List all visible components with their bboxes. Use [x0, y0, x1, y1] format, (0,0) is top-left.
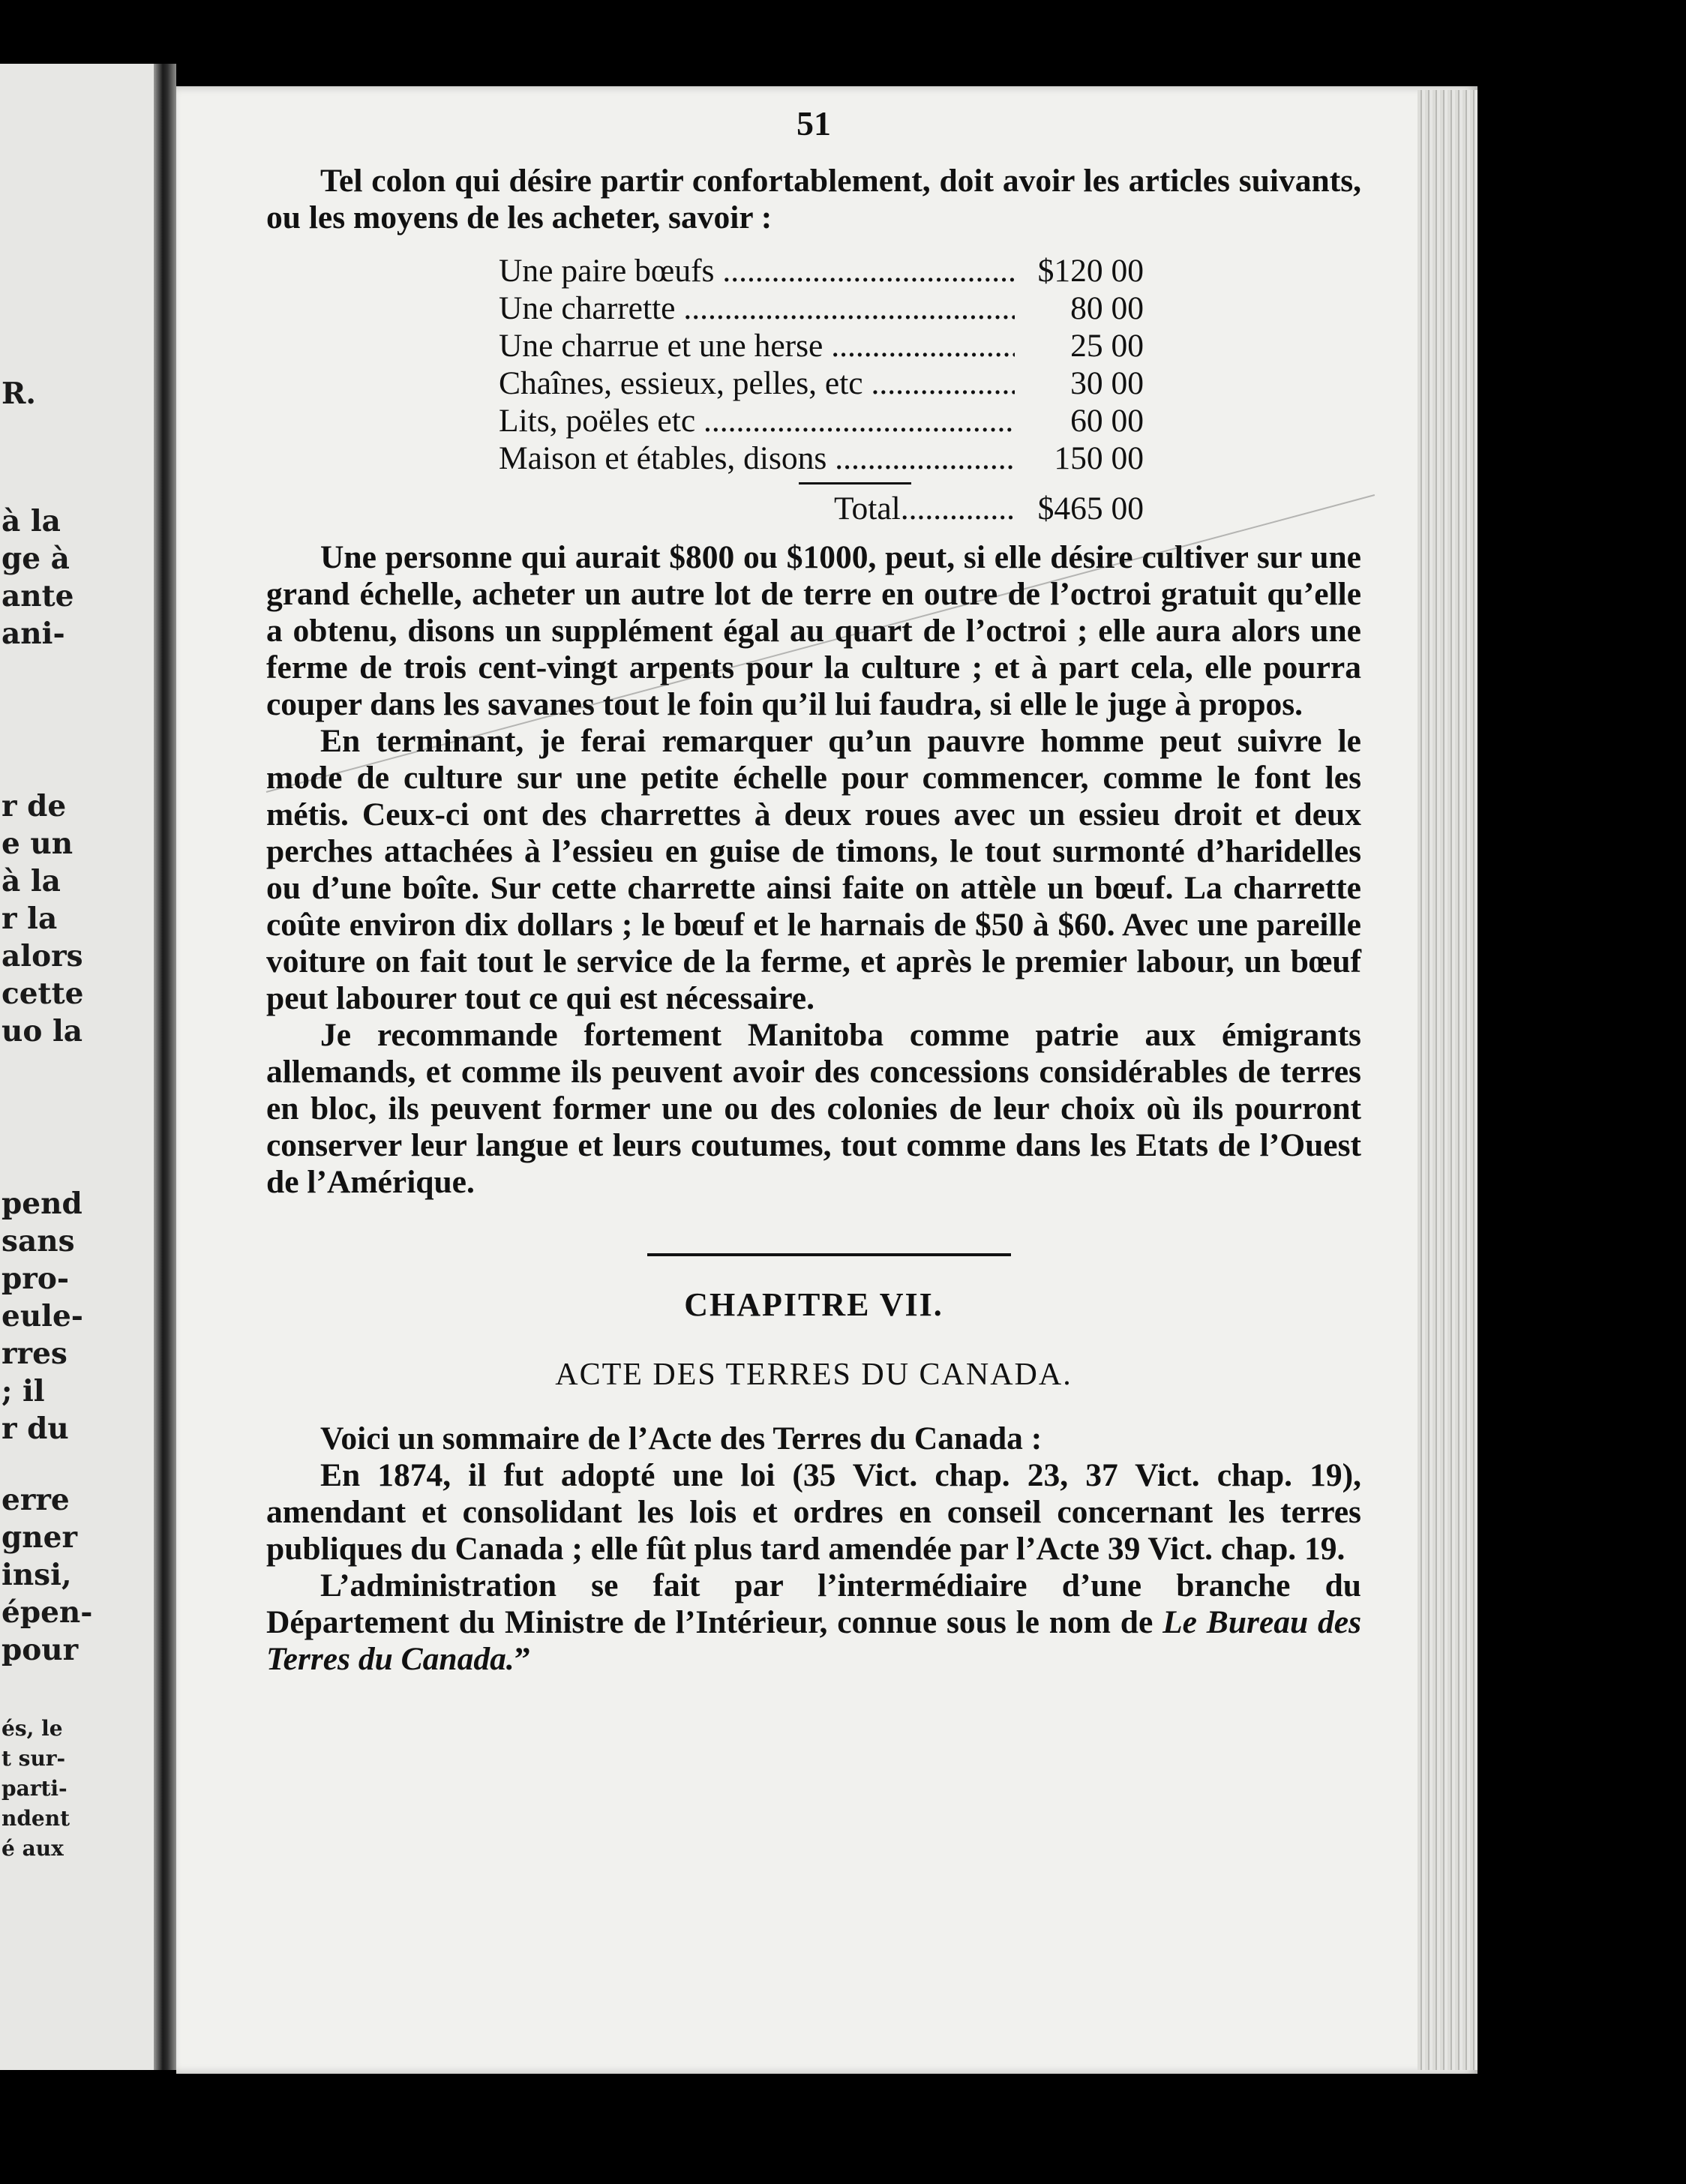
left-fragment: ante	[2, 579, 74, 614]
cost-item-label: Une charrue et une herse .....	[499, 328, 1015, 364]
cost-item	[499, 290, 1144, 328]
left-fragment: à la	[2, 864, 61, 898]
cost-item-label: Une paire bœufs .....	[499, 253, 1015, 290]
cost-item-amount: 60 00	[1070, 403, 1144, 439]
body-paragraph: En terminant, je ferai remarquer qu’un pauvre homme peut suivre le mode de culture sur une petite échelle pour commencer, comme le font les métis. Ceux-ci ont des charrettes à deux roues avec un essieu droit et deux perches attachées à l’essieu en guise de timons, le tout surmonté d’haridelles ou d’une boîte. Sur cette charrette ainsi faite on attèle un bœuf. La charrette coûte environ dix dollars ; le bœuf et le harnais de $50 à $60. Avec une pareille voiture on fait tout le service de la ferme, et après le premier labour, un bœuf peut labourer tout ce qui est nécessaire.	[266, 723, 1361, 1016]
cost-item	[499, 403, 1144, 440]
left-fragment: é aux	[2, 1836, 64, 1861]
left-fragment: és, le	[2, 1716, 63, 1741]
cost-item	[499, 253, 1144, 290]
total-row	[499, 490, 1144, 532]
cost-item-label: Maison et étables, disons .....	[499, 440, 1015, 477]
cost-item-amount: 25 00	[1070, 328, 1144, 364]
cost-item-label: Chaînes, essieux, pelles, etc .....	[499, 365, 1015, 402]
left-fragment: e un	[2, 826, 74, 861]
left-fragment: ; il	[2, 1374, 45, 1408]
cost-item	[499, 328, 1144, 365]
left-fragment: ge à	[2, 542, 70, 576]
chapter-paragraph-last	[266, 1568, 1361, 1678]
left-page-fragment	[0, 64, 154, 2070]
left-fragment: épen-	[2, 1595, 93, 1630]
left-fragment: t sur-	[2, 1746, 66, 1771]
last-paragraph-text: L’administration se fait par l’intermédiaire d’une branche du Département du Ministre de l’Intérieur, connue sous le nom de	[266, 1568, 1361, 1640]
page-number: 51	[796, 104, 831, 142]
chapter-title: ACTE DES TERRES DU CANADA.	[555, 1358, 1072, 1392]
left-fragment: alors	[2, 939, 83, 974]
left-fragment: R.	[2, 376, 36, 411]
intro-paragraph: Tel colon qui désire partir confortablement, doit avoir les articles suivants, ou les moyens de les acheter, savoir :	[266, 163, 1361, 236]
chapter-paragraph: Voici un sommaire de l’Acte des Terres du Canada :	[320, 1420, 1042, 1456]
left-fragment: r du	[2, 1412, 69, 1446]
section-divider	[647, 1253, 1011, 1256]
left-fragment: erre	[2, 1483, 70, 1517]
cost-list	[499, 253, 1144, 478]
left-fragment: ani-	[2, 616, 65, 651]
page-edges	[1418, 90, 1478, 2070]
total-rule	[799, 482, 911, 484]
left-fragment: pend	[2, 1186, 82, 1221]
office-name: Le Bureau des Terres du Canada.	[266, 1604, 1361, 1677]
chapter-heading: CHAPITRE VII.	[684, 1286, 944, 1323]
total-label-wrap	[499, 490, 1015, 527]
cost-item	[499, 440, 1144, 478]
total-amount: $465 00	[1037, 490, 1144, 526]
left-fragment: parti-	[2, 1776, 68, 1801]
total-label: Total	[833, 490, 901, 526]
cost-item	[499, 365, 1144, 403]
page-content	[266, 94, 1361, 1678]
left-fragment: gner	[2, 1520, 77, 1555]
left-fragment: eule-	[2, 1299, 83, 1334]
left-fragment: à la	[2, 504, 61, 538]
closing-quote: ”	[514, 1641, 531, 1677]
total-dot-leader: ..............	[900, 490, 1015, 526]
body-paragraph: Je recommande fortement Manitoba comme patrie aux émigrants allemands, et comme ils peuvent avoir des concessions considérables de terres en bloc, ils peuvent former une ou des colonies de leur choix où ils pourront conserver leur langue et leurs coutumes, tout comme dans les Etats de l’Ouest de l’Amérique.	[266, 1017, 1361, 1200]
chapter-paragraph: En 1874, il fut adopté une loi (35 Vict. chap. 23, 37 Vict. chap. 19), amendant et consolidant les lois et ordres en conseil concernant les terres publiques du Canada ; elle fût plus tard amendée par l’Acte 39 Vict. chap. 19.	[266, 1457, 1361, 1567]
cost-item-amount: 80 00	[1070, 290, 1144, 326]
book-spine	[154, 64, 176, 2070]
left-fragment: rres	[2, 1336, 68, 1371]
left-fragment: pour	[2, 1633, 79, 1667]
left-fragment: ndent	[2, 1806, 70, 1831]
left-fragment: uo la	[2, 1014, 83, 1048]
left-fragment: cette	[2, 976, 84, 1011]
cost-item-label: Lits, poëles etc .....	[499, 403, 1015, 440]
body-paragraph: Une personne qui aurait $800 ou $1000, peut, si elle désire cultiver sur une grand échelle, acheter un autre lot de terre en outre de l’octroi gratuit qu’elle a obtenu, disons un supplément égal au quart de l’octroi ; elle aura alors une ferme de trois cent-vingt arpents pour la culture ; et à part cela, elle pourra couper dans les savanes tout le foin qu’il lui faudra, si elle le juge à propos.	[266, 539, 1361, 722]
cost-item-label: Une charrette .....	[499, 290, 1015, 327]
cost-item-amount: 150 00	[1054, 440, 1144, 476]
left-fragment: pro-	[2, 1262, 70, 1296]
left-fragment: insi,	[2, 1558, 72, 1592]
cost-item-amount: 30 00	[1070, 365, 1144, 401]
left-fragment: r la	[2, 902, 58, 936]
left-fragment: r de	[2, 789, 67, 824]
cost-item-amount: $120 00	[1037, 253, 1144, 289]
left-fragment: sans	[2, 1224, 75, 1258]
